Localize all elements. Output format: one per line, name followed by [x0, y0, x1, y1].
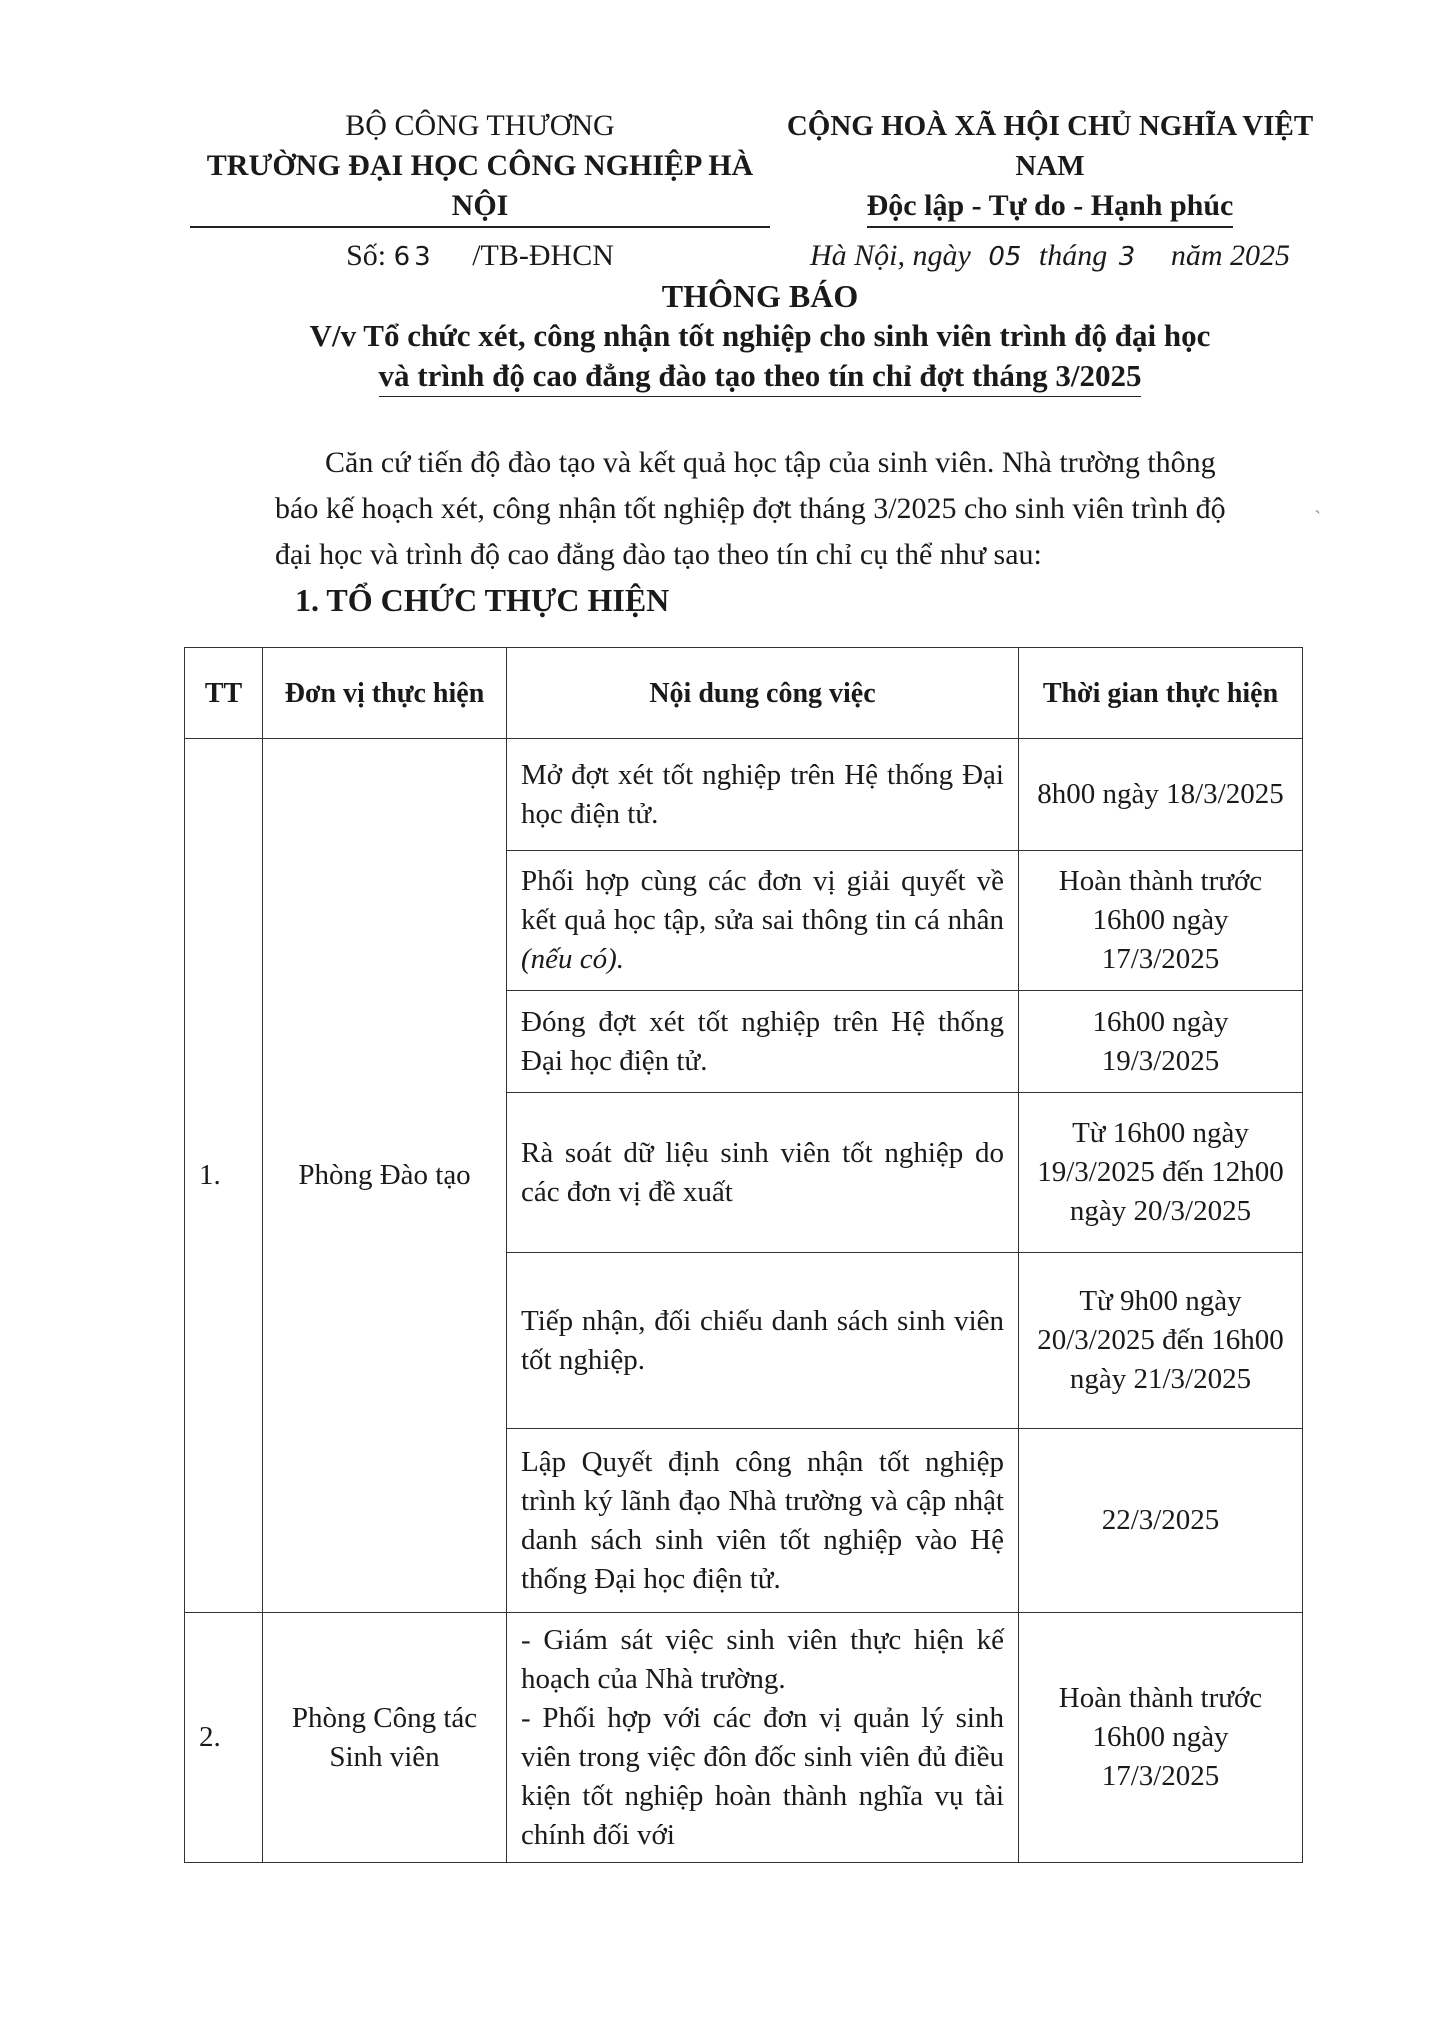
- task-time: Hoàn thành trước 16h00 ngày 17/3/2025: [1019, 1613, 1303, 1863]
- task-content: Mở đợt xét tốt nghiệp trên Hệ thống Đại học điện tử.: [507, 739, 1019, 851]
- issuer-block: [190, 106, 770, 277]
- task-time: Hoàn thành trước 16h00 ngày 17/3/2025: [1019, 851, 1303, 991]
- task-time: Từ 16h00 ngày 19/3/2025 đến 12h00 ngày 20/3/2025: [1019, 1093, 1303, 1253]
- document-date: Hà Nội, ngày 05 tháng 3 năm 2025: [810, 239, 1290, 272]
- notice-heading: THÔNG BÁO: [661, 278, 859, 314]
- task-time: 22/3/2025: [1019, 1429, 1303, 1613]
- header-content: Nội dung công việc: [507, 648, 1019, 739]
- handwritten-month: 3: [1118, 242, 1136, 272]
- document-number: Số: 63 /TB-ĐHCN: [346, 239, 614, 272]
- row2-tt: 2.: [185, 1613, 263, 1863]
- task-content: Lập Quyết định công nhận tốt nghiệp trình ký lãnh đạo Nhà trường và cập nhật danh sách sinh viên tốt nghiệp vào Hệ thống Đại học điện tử.: [507, 1429, 1019, 1613]
- notice-subject-line1: V/v Tổ chức xét, công nhận tốt nghiệp cho sinh viên trình độ đại học: [309, 318, 1211, 353]
- university-name: TRƯỜNG ĐẠI HỌC CÔNG NGHIỆP HÀ NỘI: [190, 146, 770, 228]
- row1-tt: 1.: [185, 739, 263, 1613]
- handwritten-number: 63: [393, 242, 435, 272]
- intro-paragraph: [275, 440, 1300, 578]
- task-content: - Giám sát việc sinh viên thực hiện kế hoạch của Nhà trường. - Phối hợp với các đơn vị quản lý sinh viên trong việc đôn đốc sinh viên đủ điều kiện tốt nghiệp hoàn thành nghĩa vụ tài chính đối với: [507, 1613, 1019, 1863]
- country-name: CỘNG HOÀ XÃ HỘI CHỦ NGHĨA VIỆT NAM: [786, 110, 1314, 182]
- row1-unit: Phòng Đào tạo: [263, 739, 507, 1613]
- handwritten-day: 05: [988, 242, 1022, 272]
- row2-unit: Phòng Công tác Sinh viên: [263, 1613, 507, 1863]
- table-header-row: [185, 648, 1303, 739]
- notice-subject-line2: và trình độ cao đẳng đào tạo theo tín chỉ đợt tháng 3/2025: [190, 356, 1330, 397]
- intro-line-2: báo kế hoạch xét, công nhận tốt nghiệp đợt tháng 3/2025 cho sinh viên trình độ: [275, 492, 1226, 525]
- task-time: 16h00 ngày 19/3/2025: [1019, 991, 1303, 1093]
- header-time: Thời gian thực hiện: [1019, 648, 1303, 739]
- header-tt: TT: [185, 648, 263, 739]
- scan-speck: ˎ: [1314, 492, 1321, 514]
- task-time: Từ 9h00 ngày 20/3/2025 đến 16h00 ngày 21/3/2025: [1019, 1253, 1303, 1429]
- task-content: Rà soát dữ liệu sinh viên tốt nghiệp do các đơn vị đề xuất: [507, 1093, 1019, 1253]
- task-content: Đóng đợt xét tốt nghiệp trên Hệ thống Đại học điện tử.: [507, 991, 1019, 1093]
- intro-line-3: đại học và trình độ cao đẳng đào tạo theo tín chỉ cụ thể như sau:: [275, 538, 1042, 571]
- task-content: Tiếp nhận, đối chiếu danh sách sinh viên tốt nghiệp.: [507, 1253, 1019, 1429]
- national-header: [770, 106, 1330, 277]
- motto: Độc lập - Tự do - Hạnh phúc: [770, 186, 1330, 228]
- task-time: 8h00 ngày 18/3/2025: [1019, 739, 1303, 851]
- table-row: [185, 1613, 1303, 1863]
- header-unit: Đơn vị thực hiện: [263, 648, 507, 739]
- task-content: Phối hợp cùng các đơn vị giải quyết về kết quả học tập, sửa sai thông tin cá nhân (nếu có).: [507, 851, 1019, 991]
- section-heading: 1. TỔ CHỨC THỰC HIỆN: [295, 582, 670, 618]
- ministry-name: BỘ CÔNG THƯƠNG: [345, 109, 615, 142]
- implementation-table: [184, 647, 1303, 1863]
- intro-line-1: Căn cứ tiến độ đào tạo và kết quả học tập của sinh viên. Nhà trường thông: [325, 446, 1216, 479]
- notice-title: [190, 276, 1330, 397]
- table-row: [185, 739, 1303, 851]
